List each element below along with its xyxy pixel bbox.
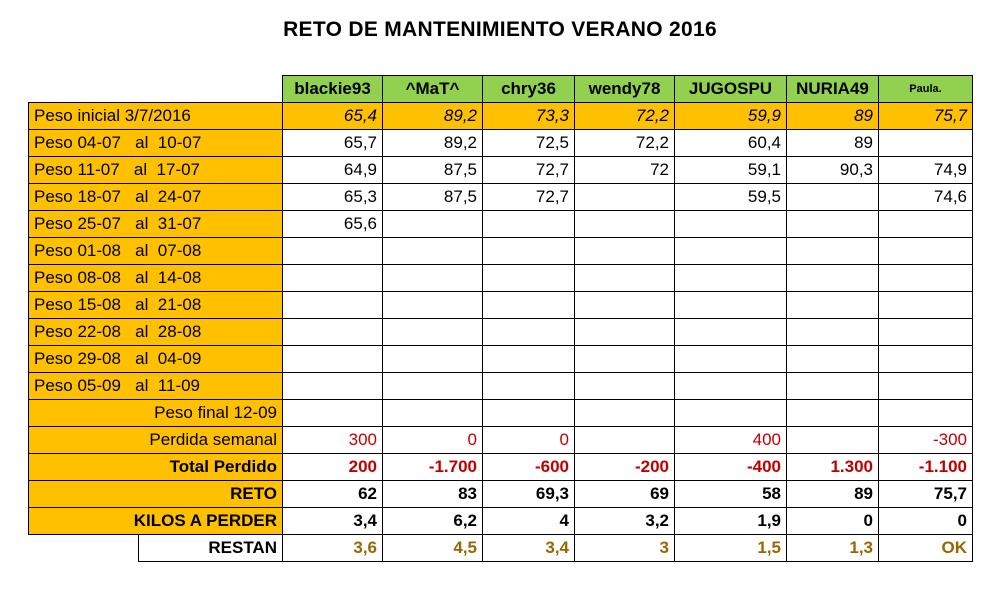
week-row-value[interactable]: 87,5 [383,184,483,211]
week-row-value[interactable] [383,319,483,346]
perdida-semanal-row-value[interactable]: 400 [675,427,787,454]
week-row-value[interactable] [879,346,973,373]
kilos-row-value[interactable]: 6,2 [383,508,483,535]
restan-row-label: RESTAN [139,535,283,562]
kilos-row-value[interactable]: 3,2 [575,508,675,535]
final-row-value[interactable] [483,400,575,427]
week-row-value[interactable] [483,211,575,238]
week-row-value[interactable] [879,292,973,319]
total-perdido-row-value[interactable]: 200 [283,454,383,481]
initial-row-value[interactable]: 59,9 [675,103,787,130]
week-row-value[interactable]: 72,2 [575,130,675,157]
final-row-value[interactable] [283,400,383,427]
week-row-value[interactable] [879,319,973,346]
perdida-semanal-row-value[interactable] [575,427,675,454]
final-row-value[interactable] [879,400,973,427]
week-row-value[interactable] [575,292,675,319]
week-row-value[interactable] [575,265,675,292]
week-row-value[interactable] [575,211,675,238]
week-row-value[interactable]: 64,9 [283,157,383,184]
reto-row-value[interactable]: 89 [787,481,879,508]
kilos-row-value[interactable]: 3,4 [283,508,383,535]
week-row-value[interactable] [483,265,575,292]
restan-row-value[interactable]: 3,6 [283,535,383,562]
week-row-value[interactable] [787,292,879,319]
final-row-value[interactable] [575,400,675,427]
week-row-value[interactable] [879,130,973,157]
perdida-semanal-row-value[interactable]: 300 [283,427,383,454]
week-row-value[interactable] [575,373,675,400]
week-row-value[interactable]: 72,7 [483,157,575,184]
week-row-value[interactable]: 87,5 [383,157,483,184]
total-perdido-row-value[interactable]: -1.700 [383,454,483,481]
perdida-semanal-row-value[interactable] [787,427,879,454]
initial-row-value[interactable]: 89,2 [383,103,483,130]
restan-row-value[interactable]: 3 [575,535,675,562]
week-row [29,211,973,238]
final-row [29,400,973,427]
week-row-value[interactable] [675,346,787,373]
perdida-semanal-row [29,427,973,454]
restan-row-value[interactable]: 1,3 [787,535,879,562]
participant-header[interactable]: ^MaT^ [383,76,483,103]
participant-header[interactable]: wendy78 [575,76,675,103]
week-row-value[interactable] [787,265,879,292]
week-row [29,346,973,373]
reto-row [29,481,973,508]
restan-row-value[interactable]: OK [879,535,973,562]
week-row [29,130,973,157]
week-row [29,184,973,211]
week-row-value[interactable] [675,373,787,400]
kilos-row-value[interactable]: 4 [483,508,575,535]
week-row-value[interactable] [787,319,879,346]
header-row [29,76,973,103]
week-row-label: Peso 04-07 al 10-07 [29,130,283,157]
reto-row-value[interactable]: 69 [575,481,675,508]
week-row-label: Peso 08-08 al 14-08 [29,265,283,292]
weight-table [28,75,973,562]
perdida-semanal-row-value[interactable]: 0 [383,427,483,454]
perdida-semanal-row-value[interactable]: -300 [879,427,973,454]
week-row-value[interactable] [483,373,575,400]
week-row [29,265,973,292]
final-row-value[interactable] [787,400,879,427]
week-row [29,319,973,346]
week-row-label: Peso 01-08 al 07-08 [29,238,283,265]
week-row-value[interactable] [879,265,973,292]
restan-row-value[interactable]: 4,5 [383,535,483,562]
kilos-row-value[interactable]: 1,9 [675,508,787,535]
week-row-value[interactable] [675,319,787,346]
perdida-semanal-row-value[interactable]: 0 [483,427,575,454]
week-row-value[interactable]: 89 [787,130,879,157]
week-row-value[interactable] [483,319,575,346]
week-row-value[interactable] [383,346,483,373]
week-row-value[interactable] [383,292,483,319]
total-perdido-row-value[interactable]: 1.300 [787,454,879,481]
total-perdido-row-value[interactable]: -400 [675,454,787,481]
week-row-value[interactable] [787,238,879,265]
week-row-value[interactable] [575,238,675,265]
week-row-value[interactable] [283,292,383,319]
week-row-value[interactable] [787,211,879,238]
kilos-row-value[interactable]: 0 [787,508,879,535]
total-perdido-row-value[interactable]: -1.100 [879,454,973,481]
week-row-value[interactable] [283,346,383,373]
week-row-label: Peso 18-07 al 24-07 [29,184,283,211]
week-row-value[interactable]: 89,2 [383,130,483,157]
week-row-value[interactable]: 90,3 [787,157,879,184]
week-row-label: Peso 05-09 al 11-09 [29,373,283,400]
participant-header[interactable]: NURIA49 [787,76,879,103]
week-row-value[interactable]: 72,5 [483,130,575,157]
week-row-value[interactable] [787,346,879,373]
week-row-value[interactable] [383,373,483,400]
week-row-value[interactable]: 72 [575,157,675,184]
week-row-value[interactable] [483,346,575,373]
reto-row-value[interactable]: 62 [283,481,383,508]
total-perdido-row [29,454,973,481]
week-row-value[interactable]: 74,6 [879,184,973,211]
week-row-value[interactable] [575,184,675,211]
week-row-value[interactable]: 65,6 [283,211,383,238]
week-row-value[interactable]: 59,1 [675,157,787,184]
initial-row-value[interactable]: 73,3 [483,103,575,130]
week-row-value[interactable] [383,238,483,265]
reto-row-value[interactable]: 58 [675,481,787,508]
week-row-label: Peso 29-08 al 04-09 [29,346,283,373]
week-row-value[interactable]: 59,5 [675,184,787,211]
week-row-value[interactable] [575,346,675,373]
week-row-value[interactable] [283,265,383,292]
week-row-value[interactable] [787,184,879,211]
participant-header[interactable]: JUGOSPU [675,76,787,103]
total-perdido-row-label: Total Perdido [29,454,283,481]
initial-row-value[interactable]: 89 [787,103,879,130]
final-row-label: Peso final 12-09 [29,400,283,427]
week-row-value[interactable] [283,319,383,346]
perdida-semanal-row-label: Perdida semanal [29,427,283,454]
participant-header[interactable]: blackie93 [283,76,383,103]
initial-row-label: Peso inicial 3/7/2016 [29,103,283,130]
sheet-title: RETO DE MANTENIMIENTO VERANO 2016 [283,18,717,41]
kilos-row [29,508,973,535]
week-row-value[interactable] [383,265,483,292]
week-row-value[interactable]: 74,9 [879,157,973,184]
reto-row-value[interactable]: 69,3 [483,481,575,508]
participant-header[interactable]: chry36 [483,76,575,103]
week-row-value[interactable] [483,292,575,319]
week-row-value[interactable] [879,238,973,265]
initial-row [29,103,973,130]
reto-row-label: RETO [29,481,283,508]
week-row-value[interactable] [787,373,879,400]
restan-row [29,535,973,562]
final-row-value[interactable] [675,400,787,427]
header-corner [29,76,283,103]
week-row-label: Peso 11-07 al 17-07 [29,157,283,184]
participant-header[interactable]: Paula. [879,76,973,103]
week-row [29,157,973,184]
total-perdido-row-value[interactable]: -200 [575,454,675,481]
reto-row-value[interactable]: 83 [383,481,483,508]
total-perdido-row-value[interactable]: -600 [483,454,575,481]
reto-row-value[interactable]: 75,7 [879,481,973,508]
week-row-value[interactable]: 65,3 [283,184,383,211]
week-row-value[interactable]: 72,7 [483,184,575,211]
week-row-value[interactable] [483,238,575,265]
initial-row-value[interactable]: 72,2 [575,103,675,130]
week-row-label: Peso 25-07 al 31-07 [29,211,283,238]
final-row-value[interactable] [383,400,483,427]
initial-row-value[interactable]: 65,4 [283,103,383,130]
week-row-value[interactable] [879,373,973,400]
week-row [29,292,973,319]
kilos-row-label: KILOS A PERDER [29,508,283,535]
week-row [29,238,973,265]
week-row-value[interactable] [283,238,383,265]
week-row-value[interactable] [675,238,787,265]
kilos-row-value[interactable]: 0 [879,508,973,535]
week-row [29,373,973,400]
week-row-value[interactable] [879,211,973,238]
week-row-value[interactable] [675,211,787,238]
week-row-value[interactable]: 60,4 [675,130,787,157]
week-row-value[interactable] [675,292,787,319]
week-row-value[interactable] [575,319,675,346]
week-row-value[interactable] [675,265,787,292]
week-row-value[interactable] [283,373,383,400]
week-row-label: Peso 15-08 al 21-08 [29,292,283,319]
restan-row-value[interactable]: 3,4 [483,535,575,562]
blank-cell [29,535,139,562]
week-row-value[interactable]: 65,7 [283,130,383,157]
week-row-label: Peso 22-08 al 28-08 [29,319,283,346]
week-row-value[interactable] [383,211,483,238]
initial-row-value[interactable]: 75,7 [879,103,973,130]
restan-row-value[interactable]: 1,5 [675,535,787,562]
